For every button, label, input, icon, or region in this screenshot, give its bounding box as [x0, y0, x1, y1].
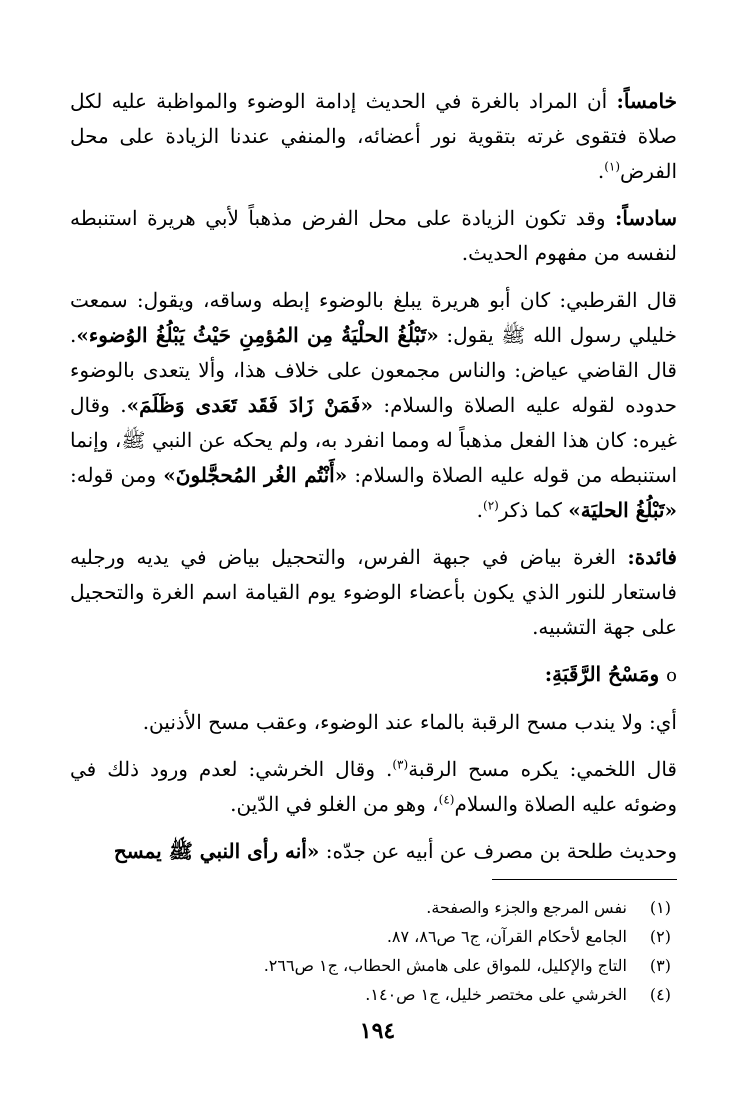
- hadith-quote: «تَبْلُغُ الحليَة»: [568, 498, 677, 522]
- footnote-text: التاج والإكليل، للمواق على هامش الحطاب، ج١ ص٢٦٦.: [263, 956, 627, 975]
- footnote-ref: (١): [604, 159, 621, 174]
- paragraph-fifth: [70, 84, 677, 189]
- paragraph-text: . وقال الخرشي: لعدم ورود ذلك في وضوئه عليه الصلاة والسلام: [70, 757, 677, 816]
- footnote-ref: (٤): [438, 792, 455, 807]
- hadith-quote: «تَبْلُغُ الحلْيَةُ مِن المُؤمِنِ حَيْثُ يَبْلُغُ الوُضوء»: [76, 323, 439, 347]
- hadith-quote: «أنه رأى النبي ﷺ يمسح: [113, 839, 320, 863]
- footnote-number: (٤): [649, 985, 671, 1004]
- hadith-quote: «أَنْتُم الغُر المُحجَّلونَ»: [163, 463, 348, 487]
- hadith-quote: «فَمَنْ زَادَ فَقَد تَعَدى وَظَلَمَ»: [126, 393, 373, 417]
- footnote-item: [70, 893, 671, 922]
- paragraph-talha: [70, 834, 677, 869]
- circle-marker-icon: o: [666, 665, 677, 686]
- paragraph-lead: فائدة:: [627, 545, 677, 569]
- paragraph-text: أن المراد بالغرة في الحديث إدامة الوضوء والمواظبة عليه لكل صلاة فتقوى غرته بتقوية نور أعضائه، والمنفي عندنا الزيادة على محل الفرض: [70, 89, 677, 183]
- paragraph-text: . وقال غيره: كان هذا الفعل مذهباً له ومما انفرد به، ولم يحكه عن النبي ﷺ، وإنما استنبطه من قوله عليه الصلاة والسلام:: [70, 393, 678, 487]
- paragraph-text: كما ذكر: [498, 498, 569, 522]
- section-heading: [70, 657, 677, 693]
- paragraph-text: ومن قوله:: [70, 463, 164, 487]
- paragraph-explanation: [70, 705, 677, 740]
- footnote-text: الجامع لأحكام القرآن، ج٦ ص٨٦، ٨٧.: [386, 927, 627, 946]
- paragraph-benefit: [70, 540, 677, 645]
- footnote-item: [70, 951, 671, 980]
- footnote-ref: (٣): [392, 757, 409, 772]
- paragraph-text: . قال القاضي عياض: والناس مجمعون على خلاف هذا، وألا يتعدى بالوضوء حدوده لقوله عليه الصلاة والسلام:: [70, 323, 677, 417]
- footnote-divider: [492, 879, 677, 880]
- paragraph-sixth: [70, 201, 677, 271]
- footnote-item: [70, 922, 671, 951]
- paragraph-lead: خامساً:: [616, 89, 677, 113]
- footnotes: [70, 893, 671, 1009]
- paragraph-lakhmi: [70, 752, 677, 822]
- paragraph-text: وحديث طلحة بن مصرف عن أبيه عن جدّه:: [319, 839, 677, 863]
- paragraph-text: وقد تكون الزيادة على محل الفرض مذهباً لأبي هريرة استنبطه لنفسه من مفهوم الحديث.: [70, 206, 677, 265]
- footnote-ref: (٢): [483, 498, 499, 513]
- footnote-text: نفس المرجع والجزء والصفحة.: [426, 898, 627, 917]
- footnote-number: (٣): [649, 956, 671, 975]
- footnote-number: (١): [649, 898, 671, 917]
- footnote-number: (٢): [649, 927, 671, 946]
- paragraph-lead: سادساً:: [615, 206, 677, 230]
- heading-text: ومَسْحُ الرَّقَبَةِ:: [544, 662, 660, 686]
- paragraph-text: قال القرطبي: كان أبو هريرة يبلغ بالوضوء إبطه وساقه، ويقول: سمعت خليلي رسول الله ﷺ يقول:: [70, 288, 677, 347]
- paragraph-text: قال اللخمي: يكره مسح الرقبة: [408, 757, 677, 781]
- paragraph-tail: .: [597, 159, 605, 183]
- paragraph-text: الغرة بياض في جبهة الفرس، والتحجيل بياض في يديه ورجليه فاستعار للنور الذي يكون بأعضاء الوضوء يوم القيامة اسم الغرة والتحجيل على جهة التشبيه.: [70, 545, 677, 639]
- page-number: ١٩٤: [359, 1018, 396, 1044]
- paragraph-text: أي: ولا يندب مسح الرقبة بالماء عند الوضوء، وعقب مسح الأذنين.: [142, 710, 677, 734]
- footnote-text: الخرشي على مختصر خليل، ج١ ص١٤٠.: [365, 985, 627, 1004]
- paragraph-tail: .: [476, 498, 484, 522]
- paragraph-qurtubi: [70, 283, 677, 528]
- main-text: [70, 84, 677, 881]
- footnote-item: [70, 980, 671, 1009]
- paragraph-text: ، وهو من الغلو في الدّين.: [230, 792, 439, 816]
